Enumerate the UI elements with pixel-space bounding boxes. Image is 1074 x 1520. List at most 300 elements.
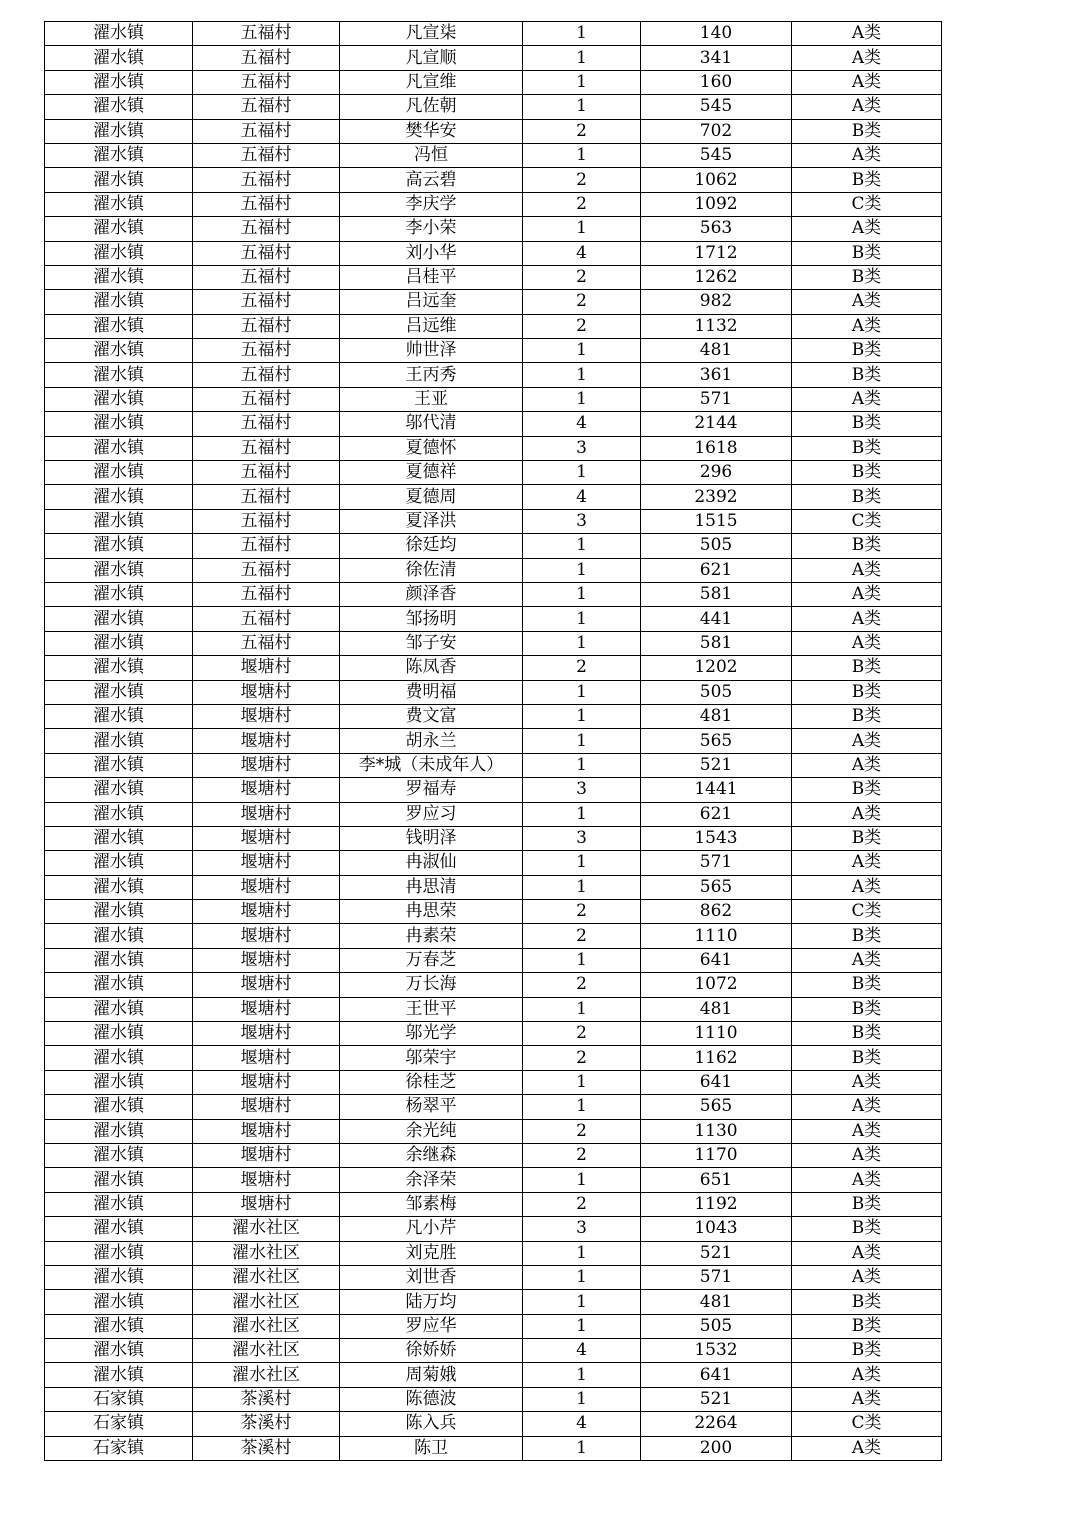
household-count-cell: 1 [523,729,641,753]
table-row [45,802,942,826]
table-row [45,70,942,94]
amount-cell: 481 [641,997,792,1021]
table-row [45,314,942,338]
name-cell: 邬光学 [340,1022,523,1046]
name-cell: 徐桂芝 [340,1070,523,1094]
category-cell: B类 [792,485,942,509]
village-cell: 五福村 [193,412,340,436]
town-cell: 石家镇 [45,1412,193,1436]
amount-cell: 341 [641,46,792,70]
amount-cell: 1092 [641,192,792,216]
category-cell: B类 [792,119,942,143]
table-row [45,753,942,777]
table-row [45,119,942,143]
category-cell: B类 [792,1217,942,1241]
town-cell: 濯水镇 [45,1217,193,1241]
amount-cell: 1062 [641,168,792,192]
village-cell: 堰塘村 [193,1046,340,1070]
town-cell: 濯水镇 [45,70,193,94]
category-cell: A类 [792,1143,942,1167]
household-count-cell: 1 [523,1095,641,1119]
village-cell: 堰塘村 [193,875,340,899]
household-count-cell: 1 [523,680,641,704]
household-count-cell: 2 [523,1143,641,1167]
name-cell: 余继森 [340,1143,523,1167]
name-cell: 凡宣顺 [340,46,523,70]
category-cell: A类 [792,875,942,899]
amount-cell: 505 [641,534,792,558]
town-cell: 濯水镇 [45,1022,193,1046]
amount-cell: 565 [641,875,792,899]
table-row [45,1241,942,1265]
household-count-cell: 1 [523,753,641,777]
amount-cell: 1162 [641,1046,792,1070]
village-cell: 五福村 [193,339,340,363]
table-row [45,534,942,558]
table-row [45,948,942,972]
amount-cell: 481 [641,1290,792,1314]
category-cell: A类 [792,143,942,167]
name-cell: 李庆学 [340,192,523,216]
town-cell: 濯水镇 [45,265,193,289]
household-count-cell: 1 [523,363,641,387]
village-cell: 五福村 [193,363,340,387]
table-row [45,680,942,704]
household-count-cell: 1 [523,704,641,728]
village-cell: 堰塘村 [193,1143,340,1167]
amount-cell: 563 [641,217,792,241]
name-cell: 余泽荣 [340,1168,523,1192]
household-count-cell: 1 [523,997,641,1021]
table-row [45,1387,942,1411]
name-cell: 刘克胜 [340,1241,523,1265]
amount-cell: 1110 [641,924,792,948]
town-cell: 濯水镇 [45,1241,193,1265]
household-count-cell: 1 [523,1436,641,1460]
table-row [45,826,942,850]
category-cell: C类 [792,900,942,924]
table-row [45,192,942,216]
household-count-cell: 1 [523,1168,641,1192]
village-cell: 五福村 [193,485,340,509]
town-cell: 濯水镇 [45,924,193,948]
table-row [45,1363,942,1387]
amount-cell: 545 [641,95,792,119]
name-cell: 陈德波 [340,1387,523,1411]
name-cell: 冉思荣 [340,900,523,924]
amount-cell: 545 [641,143,792,167]
amount-cell: 2392 [641,485,792,509]
table-row [45,704,942,728]
name-cell: 钱明泽 [340,826,523,850]
name-cell: 邬代清 [340,412,523,436]
name-cell: 凡宣维 [340,70,523,94]
village-cell: 五福村 [193,241,340,265]
category-cell: A类 [792,1095,942,1119]
name-cell: 凡佐朝 [340,95,523,119]
household-count-cell: 2 [523,1192,641,1216]
amount-cell: 1262 [641,265,792,289]
amount-cell: 140 [641,22,792,46]
amount-cell: 641 [641,1363,792,1387]
table-row [45,1095,942,1119]
category-cell: A类 [792,22,942,46]
category-cell: A类 [792,217,942,241]
village-cell: 五福村 [193,143,340,167]
name-cell: 王世平 [340,997,523,1021]
village-cell: 堰塘村 [193,753,340,777]
village-cell: 五福村 [193,290,340,314]
category-cell: B类 [792,1290,942,1314]
town-cell: 濯水镇 [45,802,193,826]
village-cell: 五福村 [193,22,340,46]
name-cell: 冯恒 [340,143,523,167]
amount-cell: 1170 [641,1143,792,1167]
table-row [45,1143,942,1167]
name-cell: 夏泽洪 [340,509,523,533]
category-cell: B类 [792,924,942,948]
category-cell: A类 [792,802,942,826]
town-cell: 濯水镇 [45,461,193,485]
category-cell: B类 [792,461,942,485]
village-cell: 堰塘村 [193,656,340,680]
village-cell: 茶溪村 [193,1436,340,1460]
table-row [45,997,942,1021]
category-cell: B类 [792,778,942,802]
village-cell: 堰塘村 [193,802,340,826]
household-count-cell: 1 [523,631,641,655]
household-count-cell: 1 [523,1070,641,1094]
name-cell: 颜泽香 [340,582,523,606]
town-cell: 濯水镇 [45,1119,193,1143]
category-cell: B类 [792,1339,942,1363]
household-count-cell: 2 [523,1022,641,1046]
town-cell: 濯水镇 [45,704,193,728]
category-cell: B类 [792,656,942,680]
amount-cell: 1043 [641,1217,792,1241]
table-row [45,1412,942,1436]
household-count-cell: 4 [523,241,641,265]
table-row [45,582,942,606]
name-cell: 夏德怀 [340,436,523,460]
village-cell: 五福村 [193,70,340,94]
village-cell: 堰塘村 [193,778,340,802]
village-cell: 堰塘村 [193,1070,340,1094]
village-cell: 堰塘村 [193,973,340,997]
category-cell: C类 [792,1412,942,1436]
amount-cell: 1441 [641,778,792,802]
village-cell: 五福村 [193,217,340,241]
village-cell: 五福村 [193,461,340,485]
household-count-cell: 1 [523,1290,641,1314]
household-count-cell: 1 [523,143,641,167]
name-cell: 陈入兵 [340,1412,523,1436]
household-count-cell: 1 [523,22,641,46]
amount-cell: 571 [641,387,792,411]
name-cell: 刘小华 [340,241,523,265]
household-count-cell: 2 [523,1046,641,1070]
town-cell: 濯水镇 [45,607,193,631]
table-row [45,95,942,119]
village-cell: 五福村 [193,631,340,655]
name-cell: 邬荣宇 [340,1046,523,1070]
town-cell: 濯水镇 [45,997,193,1021]
amount-cell: 1130 [641,1119,792,1143]
table-row [45,1046,942,1070]
category-cell: A类 [792,582,942,606]
household-count-cell: 4 [523,485,641,509]
village-cell: 五福村 [193,192,340,216]
household-count-cell: 2 [523,314,641,338]
amount-cell: 296 [641,461,792,485]
table-row [45,1314,942,1338]
amount-cell: 862 [641,900,792,924]
name-cell: 徐娇娇 [340,1339,523,1363]
category-cell: B类 [792,241,942,265]
amount-cell: 521 [641,1387,792,1411]
household-count-cell: 3 [523,509,641,533]
town-cell: 濯水镇 [45,290,193,314]
town-cell: 濯水镇 [45,900,193,924]
name-cell: 冉素荣 [340,924,523,948]
town-cell: 濯水镇 [45,875,193,899]
town-cell: 濯水镇 [45,436,193,460]
town-cell: 濯水镇 [45,973,193,997]
village-cell: 堰塘村 [193,1119,340,1143]
amount-cell: 505 [641,680,792,704]
table-row [45,363,942,387]
household-count-cell: 1 [523,1265,641,1289]
village-cell: 濯水社区 [193,1217,340,1241]
table-row [45,143,942,167]
category-cell: A类 [792,314,942,338]
town-cell: 濯水镇 [45,1070,193,1094]
category-cell: A类 [792,290,942,314]
village-cell: 茶溪村 [193,1412,340,1436]
household-count-cell: 1 [523,217,641,241]
household-count-cell: 1 [523,875,641,899]
household-count-cell: 3 [523,778,641,802]
town-cell: 濯水镇 [45,1290,193,1314]
household-count-cell: 1 [523,558,641,582]
name-cell: 徐佐清 [340,558,523,582]
town-cell: 石家镇 [45,1387,193,1411]
table-row [45,607,942,631]
village-cell: 五福村 [193,558,340,582]
town-cell: 濯水镇 [45,485,193,509]
table-row [45,22,942,46]
table-row [45,1168,942,1192]
town-cell: 濯水镇 [45,826,193,850]
town-cell: 濯水镇 [45,1265,193,1289]
amount-cell: 441 [641,607,792,631]
amount-cell: 505 [641,1314,792,1338]
name-cell: 冉思清 [340,875,523,899]
table-row [45,1436,942,1460]
name-cell: 李小荣 [340,217,523,241]
table-body [45,22,942,1461]
amount-cell: 1712 [641,241,792,265]
category-cell: A类 [792,1387,942,1411]
village-cell: 五福村 [193,607,340,631]
category-cell: B类 [792,534,942,558]
table-row [45,1265,942,1289]
town-cell: 濯水镇 [45,217,193,241]
village-cell: 堰塘村 [193,1022,340,1046]
village-cell: 五福村 [193,119,340,143]
village-cell: 堰塘村 [193,851,340,875]
household-count-cell: 4 [523,412,641,436]
household-count-cell: 1 [523,1314,641,1338]
category-cell: B类 [792,1314,942,1338]
table-row [45,973,942,997]
name-cell: 徐廷均 [340,534,523,558]
amount-cell: 1072 [641,973,792,997]
table-row [45,631,942,655]
household-count-cell: 1 [523,46,641,70]
amount-cell: 1532 [641,1339,792,1363]
category-cell: B类 [792,436,942,460]
household-count-cell: 1 [523,339,641,363]
category-cell: A类 [792,729,942,753]
category-cell: B类 [792,363,942,387]
village-cell: 堰塘村 [193,680,340,704]
amount-cell: 1110 [641,1022,792,1046]
table-row [45,558,942,582]
town-cell: 濯水镇 [45,143,193,167]
amount-cell: 361 [641,363,792,387]
town-cell: 濯水镇 [45,729,193,753]
name-cell: 邹素梅 [340,1192,523,1216]
town-cell: 濯水镇 [45,656,193,680]
town-cell: 濯水镇 [45,1143,193,1167]
table-row [45,656,942,680]
household-count-cell: 1 [523,534,641,558]
village-cell: 五福村 [193,168,340,192]
category-cell: A类 [792,1241,942,1265]
name-cell: 陈凤香 [340,656,523,680]
name-cell: 万春芝 [340,948,523,972]
village-cell: 五福村 [193,387,340,411]
amount-cell: 565 [641,1095,792,1119]
town-cell: 濯水镇 [45,95,193,119]
household-count-cell: 1 [523,851,641,875]
household-count-cell: 2 [523,290,641,314]
amount-cell: 565 [641,729,792,753]
village-cell: 五福村 [193,534,340,558]
town-cell: 濯水镇 [45,1314,193,1338]
household-count-cell: 2 [523,656,641,680]
town-cell: 濯水镇 [45,339,193,363]
household-count-cell: 3 [523,826,641,850]
town-cell: 濯水镇 [45,314,193,338]
amount-cell: 581 [641,582,792,606]
amount-cell: 982 [641,290,792,314]
name-cell: 罗应华 [340,1314,523,1338]
household-count-cell: 1 [523,461,641,485]
amount-cell: 481 [641,339,792,363]
name-cell: 夏德周 [340,485,523,509]
table-row [45,436,942,460]
category-cell: A类 [792,1265,942,1289]
amount-cell: 621 [641,558,792,582]
table-row [45,265,942,289]
amount-cell: 581 [641,631,792,655]
category-cell: A类 [792,46,942,70]
town-cell: 濯水镇 [45,582,193,606]
household-count-cell: 2 [523,119,641,143]
town-cell: 濯水镇 [45,948,193,972]
household-count-cell: 2 [523,1119,641,1143]
town-cell: 濯水镇 [45,412,193,436]
name-cell: 李*城（未成年人） [340,753,523,777]
name-cell: 吕桂平 [340,265,523,289]
town-cell: 濯水镇 [45,680,193,704]
name-cell: 王亚 [340,387,523,411]
village-cell: 堰塘村 [193,826,340,850]
town-cell: 濯水镇 [45,851,193,875]
category-cell: B类 [792,704,942,728]
amount-cell: 651 [641,1168,792,1192]
category-cell: B类 [792,997,942,1021]
category-cell: A类 [792,948,942,972]
amount-cell: 1543 [641,826,792,850]
table-row [45,1119,942,1143]
name-cell: 冉淑仙 [340,851,523,875]
amount-cell: 1132 [641,314,792,338]
table-row [45,1192,942,1216]
table-row [45,461,942,485]
table-row [45,387,942,411]
name-cell: 余光纯 [340,1119,523,1143]
category-cell: A类 [792,558,942,582]
table-row [45,851,942,875]
name-cell: 高云碧 [340,168,523,192]
category-cell: B类 [792,826,942,850]
category-cell: A类 [792,1119,942,1143]
table-row [45,875,942,899]
village-cell: 濯水社区 [193,1314,340,1338]
name-cell: 吕远维 [340,314,523,338]
household-count-cell: 1 [523,1387,641,1411]
household-count-cell: 1 [523,802,641,826]
village-cell: 濯水社区 [193,1290,340,1314]
table-row [45,900,942,924]
village-cell: 堰塘村 [193,900,340,924]
household-count-cell: 1 [523,1363,641,1387]
amount-cell: 1515 [641,509,792,533]
name-cell: 邹子安 [340,631,523,655]
household-count-cell: 1 [523,1241,641,1265]
village-cell: 五福村 [193,582,340,606]
category-cell: A类 [792,607,942,631]
amount-cell: 521 [641,1241,792,1265]
household-count-cell: 1 [523,582,641,606]
name-cell: 刘世香 [340,1265,523,1289]
category-cell: B类 [792,265,942,289]
town-cell: 濯水镇 [45,1168,193,1192]
category-cell: A类 [792,95,942,119]
village-cell: 堰塘村 [193,1095,340,1119]
town-cell: 濯水镇 [45,22,193,46]
table-row [45,168,942,192]
town-cell: 濯水镇 [45,1363,193,1387]
town-cell: 濯水镇 [45,363,193,387]
category-cell: B类 [792,168,942,192]
name-cell: 帅世泽 [340,339,523,363]
table-row [45,509,942,533]
table-row [45,1217,942,1241]
